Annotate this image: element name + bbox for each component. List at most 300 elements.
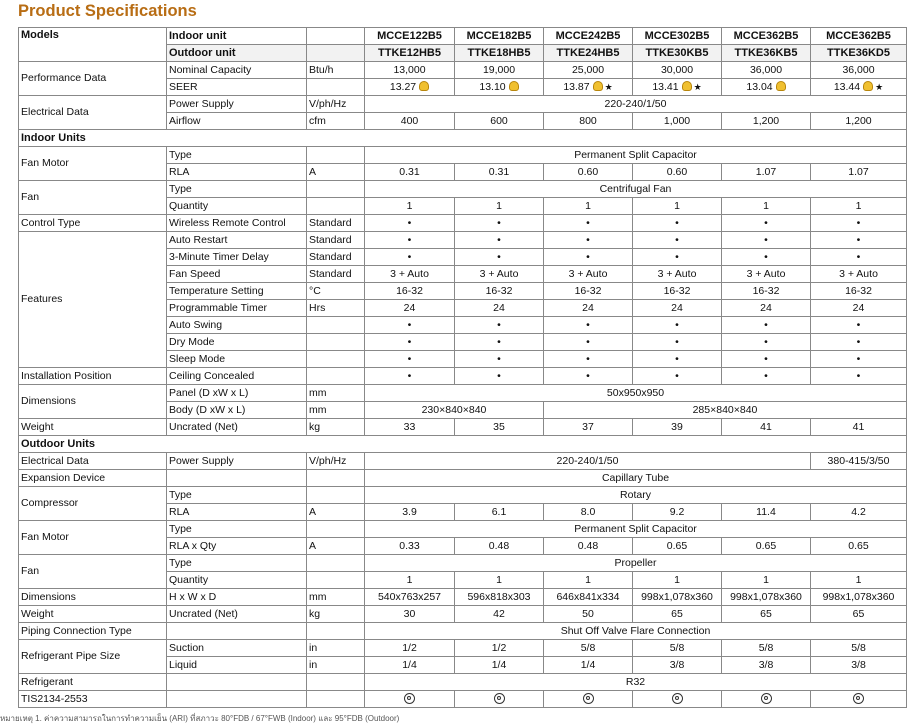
spec-value bbox=[544, 300, 633, 317]
spec-unit: cfm bbox=[307, 113, 365, 130]
spec-value-text: 3 + Auto bbox=[657, 267, 697, 280]
spec-value bbox=[455, 640, 544, 657]
spec-attribute: Power Supply bbox=[167, 96, 307, 113]
spec-value-text: 13.04 bbox=[746, 80, 773, 93]
spec-unit: V/ph/Hz bbox=[307, 96, 365, 113]
spec-value bbox=[811, 351, 907, 368]
spec-value bbox=[633, 504, 722, 521]
spec-unit bbox=[307, 79, 365, 96]
spec-value-text: • bbox=[675, 216, 679, 229]
spec-value bbox=[544, 317, 633, 334]
spec-value bbox=[722, 198, 811, 215]
spec-value-text: 1 bbox=[855, 199, 862, 212]
spec-value bbox=[811, 640, 907, 657]
spec-value-merged: Propeller bbox=[365, 555, 907, 572]
spec-attribute: Ceiling Concealed bbox=[167, 368, 307, 385]
spec-attribute: Dry Mode bbox=[167, 334, 307, 351]
spec-attribute: Airflow bbox=[167, 113, 307, 130]
spec-row bbox=[19, 674, 907, 691]
spec-value-text: 3 + Auto bbox=[839, 267, 878, 280]
spec-value bbox=[633, 419, 722, 436]
spec-value-text: 16-32 bbox=[574, 284, 602, 297]
tis-seal-cell bbox=[455, 691, 544, 708]
spec-unit bbox=[307, 368, 365, 385]
spec-value bbox=[365, 164, 455, 181]
empty-cell bbox=[307, 45, 365, 62]
spec-value-merged: Rotary bbox=[365, 487, 907, 504]
spec-value-text: 1/2 bbox=[402, 641, 417, 654]
tis-seal-cell bbox=[633, 691, 722, 708]
spec-value-text: 3 + Auto bbox=[479, 267, 519, 280]
section-header-row bbox=[19, 130, 907, 147]
spec-value-text: 1,200 bbox=[752, 114, 780, 127]
spec-value-text: 13.41 bbox=[652, 80, 679, 93]
spec-unit bbox=[307, 521, 365, 538]
spec-unit bbox=[307, 317, 365, 334]
indoor-model: MCCE182B5 bbox=[455, 28, 544, 45]
spec-value bbox=[633, 606, 722, 623]
spec-value-text: 24 bbox=[403, 301, 416, 314]
section-title: Outdoor Units bbox=[19, 436, 907, 453]
spec-attribute: RLA x Qty bbox=[167, 538, 307, 555]
energy-label-icon bbox=[509, 81, 519, 91]
spec-group-label: Installation Position bbox=[19, 368, 167, 385]
spec-table bbox=[18, 27, 907, 708]
spec-value-text: 6.1 bbox=[491, 505, 507, 518]
spec-value-text: • bbox=[586, 233, 590, 246]
spec-group-label: Refrigerant bbox=[19, 674, 167, 691]
spec-value bbox=[365, 640, 455, 657]
spec-value bbox=[633, 657, 722, 674]
spec-unit: mm bbox=[307, 589, 365, 606]
spec-value bbox=[811, 657, 907, 674]
spec-value-merged: Centrifugal Fan bbox=[365, 181, 907, 198]
spec-value bbox=[544, 198, 633, 215]
spec-value-merged: 220-240/1/50 bbox=[365, 96, 907, 113]
spec-value-text: 13.87 bbox=[563, 80, 590, 93]
spec-table-body bbox=[19, 28, 907, 708]
spec-value bbox=[811, 249, 907, 266]
spec-value-text: 0.31 bbox=[399, 165, 420, 178]
spec-value-merged: 285×840×840 bbox=[544, 402, 907, 419]
spec-row bbox=[19, 368, 907, 385]
spec-value-text: • bbox=[856, 352, 861, 365]
spec-value-text: • bbox=[856, 250, 861, 263]
spec-value-text: 1 bbox=[763, 573, 769, 586]
spec-value bbox=[811, 334, 907, 351]
spec-row bbox=[19, 470, 907, 487]
spec-value-text: 5/8 bbox=[669, 641, 685, 654]
spec-value-text: • bbox=[764, 335, 768, 348]
spec-value bbox=[722, 368, 811, 385]
spec-value-text: 400 bbox=[400, 114, 419, 127]
spec-value-text: 65 bbox=[671, 607, 683, 620]
spec-value bbox=[722, 572, 811, 589]
tis-seal-icon bbox=[672, 693, 683, 704]
spec-value bbox=[633, 317, 722, 334]
spec-attribute: Quantity bbox=[167, 198, 307, 215]
indoor-model: MCCE362B5 bbox=[722, 28, 811, 45]
spec-value bbox=[811, 589, 907, 606]
spec-unit bbox=[307, 691, 365, 708]
spec-value-text: • bbox=[497, 250, 501, 263]
spec-value-merged: Capillary Tube bbox=[365, 470, 907, 487]
outdoor-model: TTKE36KD5 bbox=[811, 45, 907, 62]
spec-value-text: • bbox=[764, 216, 768, 229]
spec-value bbox=[365, 589, 455, 606]
energy-label-icon bbox=[776, 81, 786, 91]
spec-unit bbox=[307, 572, 365, 589]
spec-value-text: • bbox=[407, 216, 412, 229]
spec-value-text: 30,000 bbox=[660, 63, 694, 76]
spec-value: 380-415/3/50 bbox=[811, 453, 907, 470]
spec-value bbox=[811, 79, 907, 96]
spec-value-text: 39 bbox=[671, 420, 683, 433]
spec-value bbox=[633, 368, 722, 385]
spec-value bbox=[633, 334, 722, 351]
spec-value-text: 24 bbox=[760, 301, 772, 314]
spec-unit: Standard bbox=[307, 232, 365, 249]
spec-value-text: • bbox=[586, 250, 590, 263]
spec-value bbox=[544, 419, 633, 436]
spec-value-text: • bbox=[764, 250, 768, 263]
spec-value-text: 16-32 bbox=[485, 284, 513, 297]
spec-unit bbox=[307, 674, 365, 691]
spec-value bbox=[365, 232, 455, 249]
spec-unit bbox=[307, 334, 365, 351]
indoor-model: MCCE122B5 bbox=[365, 28, 455, 45]
spec-value-text: 5/8 bbox=[851, 641, 866, 654]
spec-value-merged: Permanent Split Capacitor bbox=[365, 521, 907, 538]
spec-value bbox=[811, 113, 907, 130]
spec-value bbox=[633, 300, 722, 317]
energy-label-icon bbox=[593, 81, 603, 91]
spec-value bbox=[455, 589, 544, 606]
spec-value-text: 1/4 bbox=[580, 658, 596, 671]
spec-value-text: • bbox=[586, 369, 590, 382]
spec-value-merged: Shut Off Valve Flare Connection bbox=[365, 623, 907, 640]
spec-value-text: 1 bbox=[763, 199, 769, 212]
spec-value bbox=[365, 317, 455, 334]
tis-seal-icon bbox=[494, 693, 505, 704]
spec-value bbox=[544, 79, 633, 96]
spec-value bbox=[633, 198, 722, 215]
spec-row bbox=[19, 96, 907, 113]
spec-value bbox=[544, 368, 633, 385]
spec-value bbox=[633, 164, 722, 181]
spec-value-text: • bbox=[407, 250, 412, 263]
spec-value-text: 1/4 bbox=[402, 658, 417, 671]
spec-value bbox=[455, 62, 544, 79]
spec-value-text: 0.48 bbox=[488, 539, 510, 552]
outdoor-model: TTKE12HB5 bbox=[365, 45, 455, 62]
spec-unit: A bbox=[307, 164, 365, 181]
spec-value bbox=[811, 606, 907, 623]
spec-value bbox=[455, 351, 544, 368]
spec-value bbox=[633, 215, 722, 232]
spec-value bbox=[365, 215, 455, 232]
spec-group-label: TIS2134-2553 bbox=[19, 691, 167, 708]
spec-value-text: 0.65 bbox=[755, 539, 777, 552]
spec-attribute: Auto Swing bbox=[167, 317, 307, 334]
spec-value-text: 0.48 bbox=[577, 539, 599, 552]
spec-value bbox=[722, 113, 811, 130]
spec-value-text: • bbox=[586, 216, 590, 229]
spec-unit: mm bbox=[307, 385, 365, 402]
spec-value-text: 1 bbox=[585, 573, 591, 586]
spec-value bbox=[811, 538, 907, 555]
spec-value bbox=[722, 317, 811, 334]
spec-unit: in bbox=[307, 657, 365, 674]
tis-seal-cell bbox=[544, 691, 633, 708]
spec-value-text: 24 bbox=[852, 301, 865, 314]
spec-row bbox=[19, 487, 907, 504]
spec-row bbox=[19, 606, 907, 623]
spec-value bbox=[722, 283, 811, 300]
spec-value bbox=[722, 266, 811, 283]
spec-value bbox=[365, 351, 455, 368]
spec-unit bbox=[307, 623, 365, 640]
spec-value bbox=[633, 283, 722, 300]
spec-value bbox=[365, 113, 455, 130]
spec-value-text: 24 bbox=[671, 301, 683, 314]
spec-value-text: 65 bbox=[760, 607, 772, 620]
spec-value-text: 41 bbox=[760, 420, 772, 433]
spec-unit: in bbox=[307, 640, 365, 657]
spec-group-label: Fan Motor bbox=[19, 521, 167, 555]
spec-value-text: 998x1,078x360 bbox=[822, 590, 895, 603]
spec-value-text: 3/8 bbox=[758, 658, 774, 671]
spec-group-label: Weight bbox=[19, 606, 167, 623]
spec-unit: Standard bbox=[307, 266, 365, 283]
spec-group-label: Electrical Data bbox=[19, 453, 167, 470]
spec-attribute: Quantity bbox=[167, 572, 307, 589]
spec-row bbox=[19, 232, 907, 249]
spec-value-text: 13.44 bbox=[833, 80, 861, 93]
spec-group-label: Control Type bbox=[19, 215, 167, 232]
spec-row bbox=[19, 589, 907, 606]
indoor-model: MCCE242B5 bbox=[544, 28, 633, 45]
spec-value bbox=[544, 657, 633, 674]
spec-unit: °C bbox=[307, 283, 365, 300]
spec-attribute: Uncrated (Net) bbox=[167, 419, 307, 436]
spec-value-text: • bbox=[497, 352, 501, 365]
spec-value bbox=[455, 334, 544, 351]
spec-value-text: 35 bbox=[493, 420, 505, 433]
spec-value-text: 1,200 bbox=[845, 114, 872, 127]
spec-value bbox=[722, 334, 811, 351]
spec-value bbox=[455, 232, 544, 249]
spec-attribute: Sleep Mode bbox=[167, 351, 307, 368]
spec-unit bbox=[307, 555, 365, 572]
spec-row bbox=[19, 623, 907, 640]
models-label: Models bbox=[19, 28, 167, 62]
spec-value-text: 1/4 bbox=[491, 658, 507, 671]
spec-value-text: 998x1,078x360 bbox=[641, 590, 713, 603]
spec-row bbox=[19, 181, 907, 198]
star-icon: ★ bbox=[875, 81, 884, 92]
spec-unit: A bbox=[307, 504, 365, 521]
spec-value-text: • bbox=[586, 318, 590, 331]
spec-unit: mm bbox=[307, 402, 365, 419]
spec-value bbox=[544, 334, 633, 351]
spec-value bbox=[811, 164, 907, 181]
spec-value bbox=[722, 62, 811, 79]
spec-value-text: 11.4 bbox=[756, 505, 776, 518]
spec-value bbox=[455, 572, 544, 589]
spec-value-text: 1 bbox=[406, 199, 413, 212]
spec-attribute: Wireless Remote Control bbox=[167, 215, 307, 232]
spec-value-text: 596x818x303 bbox=[467, 590, 531, 603]
spec-value bbox=[455, 504, 544, 521]
spec-value-text: 1.07 bbox=[755, 165, 777, 178]
spec-attribute: H x W x D bbox=[167, 589, 307, 606]
spec-value bbox=[633, 232, 722, 249]
spec-value-text: 16-32 bbox=[845, 284, 872, 297]
spec-row bbox=[19, 419, 907, 436]
spec-value-text: 3.9 bbox=[402, 505, 417, 518]
spec-value-text: • bbox=[586, 352, 590, 365]
star-icon: ★ bbox=[693, 81, 702, 92]
spec-value-text: • bbox=[586, 335, 590, 348]
spec-value-text: 4.2 bbox=[851, 505, 866, 518]
spec-value-text: 3 + Auto bbox=[390, 267, 429, 280]
spec-value bbox=[365, 62, 455, 79]
spec-value bbox=[365, 419, 455, 436]
spec-group-label: Fan Motor bbox=[19, 147, 167, 181]
spec-value bbox=[811, 62, 907, 79]
spec-value-text: 1 bbox=[496, 199, 502, 212]
spec-value bbox=[455, 368, 544, 385]
spec-value-merged: 50x950x950 bbox=[365, 385, 907, 402]
spec-unit bbox=[307, 470, 365, 487]
spec-value-text: • bbox=[497, 233, 501, 246]
spec-value-text: 0.60 bbox=[666, 165, 688, 178]
spec-value bbox=[365, 79, 455, 96]
spec-value-text: • bbox=[764, 352, 768, 365]
spec-value bbox=[544, 504, 633, 521]
spec-value bbox=[722, 300, 811, 317]
spec-value-text: • bbox=[856, 335, 861, 348]
spec-value-text: 5/8 bbox=[758, 641, 774, 654]
spec-value-text: • bbox=[856, 216, 861, 229]
spec-attribute: 3-Minute Timer Delay bbox=[167, 249, 307, 266]
spec-value-text: 646x841x334 bbox=[556, 590, 620, 603]
spec-attribute bbox=[167, 623, 307, 640]
spec-value bbox=[544, 164, 633, 181]
spec-value-text: 3 + Auto bbox=[746, 267, 786, 280]
spec-unit bbox=[307, 181, 365, 198]
spec-value-text: 24 bbox=[582, 301, 594, 314]
spec-value bbox=[722, 589, 811, 606]
spec-group-label: Refrigerant Pipe Size bbox=[19, 640, 167, 674]
indoor-unit-label: Indoor unit bbox=[167, 28, 307, 45]
spec-value bbox=[455, 657, 544, 674]
spec-attribute: Power Supply bbox=[167, 453, 307, 470]
spec-value-text: • bbox=[764, 369, 768, 382]
spec-value-text: 8.0 bbox=[580, 505, 596, 518]
spec-value bbox=[544, 283, 633, 300]
spec-group-label: Piping Connection Type bbox=[19, 623, 167, 640]
spec-value bbox=[365, 368, 455, 385]
spec-value-text: • bbox=[407, 233, 412, 246]
spec-row bbox=[19, 640, 907, 657]
spec-value bbox=[365, 334, 455, 351]
spec-unit: kg bbox=[307, 606, 365, 623]
spec-attribute: Body (D xW x L) bbox=[167, 402, 307, 419]
spec-value-text: 9.2 bbox=[669, 505, 685, 518]
spec-value-text: 1 bbox=[496, 573, 502, 586]
spec-value-merged: 220-240/1/50 bbox=[365, 453, 811, 470]
spec-attribute: Uncrated (Net) bbox=[167, 606, 307, 623]
spec-value bbox=[455, 606, 544, 623]
spec-value bbox=[544, 266, 633, 283]
tis-seal-cell bbox=[365, 691, 455, 708]
spec-value bbox=[455, 419, 544, 436]
spec-value-text: 998x1,078x360 bbox=[730, 590, 802, 603]
spec-attribute: Auto Restart bbox=[167, 232, 307, 249]
spec-value bbox=[455, 249, 544, 266]
spec-row bbox=[19, 453, 907, 470]
spec-value bbox=[633, 113, 722, 130]
spec-value bbox=[811, 198, 907, 215]
spec-unit bbox=[307, 147, 365, 164]
spec-value bbox=[633, 640, 722, 657]
spec-group-label: Performance Data bbox=[19, 62, 167, 96]
spec-value-text: 800 bbox=[579, 114, 597, 127]
spec-value-text: • bbox=[407, 352, 412, 365]
spec-value bbox=[811, 283, 907, 300]
spec-value-text: • bbox=[497, 369, 501, 382]
spec-unit: Standard bbox=[307, 249, 365, 266]
spec-attribute bbox=[167, 691, 307, 708]
tis-seal-cell bbox=[722, 691, 811, 708]
spec-attribute: Temperature Setting bbox=[167, 283, 307, 300]
spec-value-text: 19,000 bbox=[482, 63, 516, 76]
spec-value-text: 1 bbox=[674, 573, 680, 586]
spec-value bbox=[722, 419, 811, 436]
spec-row bbox=[19, 521, 907, 538]
spec-row bbox=[19, 215, 907, 232]
energy-label-icon bbox=[419, 81, 429, 91]
spec-value bbox=[455, 283, 544, 300]
spec-value-text: 16-32 bbox=[752, 284, 780, 297]
spec-value-text: 16-32 bbox=[396, 284, 423, 297]
spec-value-text: • bbox=[675, 335, 679, 348]
spec-value-merged: Permanent Split Capacitor bbox=[365, 147, 907, 164]
spec-value bbox=[722, 232, 811, 249]
spec-value bbox=[811, 266, 907, 283]
outdoor-unit-label: Outdoor unit bbox=[167, 45, 307, 62]
star-icon: ★ bbox=[604, 81, 613, 92]
spec-value bbox=[722, 504, 811, 521]
spec-value bbox=[544, 572, 633, 589]
spec-attribute: Panel (D xW x L) bbox=[167, 385, 307, 402]
spec-attribute: Type bbox=[167, 521, 307, 538]
spec-value-text: • bbox=[407, 335, 412, 348]
spec-unit: Hrs bbox=[307, 300, 365, 317]
spec-unit: kg bbox=[307, 419, 365, 436]
spec-value-text: • bbox=[675, 233, 679, 246]
spec-value bbox=[365, 198, 455, 215]
page-title: Product Specifications bbox=[18, 2, 197, 20]
spec-value bbox=[722, 657, 811, 674]
indoor-model: MCCE362B5 bbox=[811, 28, 907, 45]
spec-value bbox=[722, 215, 811, 232]
spec-value bbox=[365, 283, 455, 300]
spec-unit: Btu/h bbox=[307, 62, 365, 79]
tis-seal-icon bbox=[583, 693, 594, 704]
